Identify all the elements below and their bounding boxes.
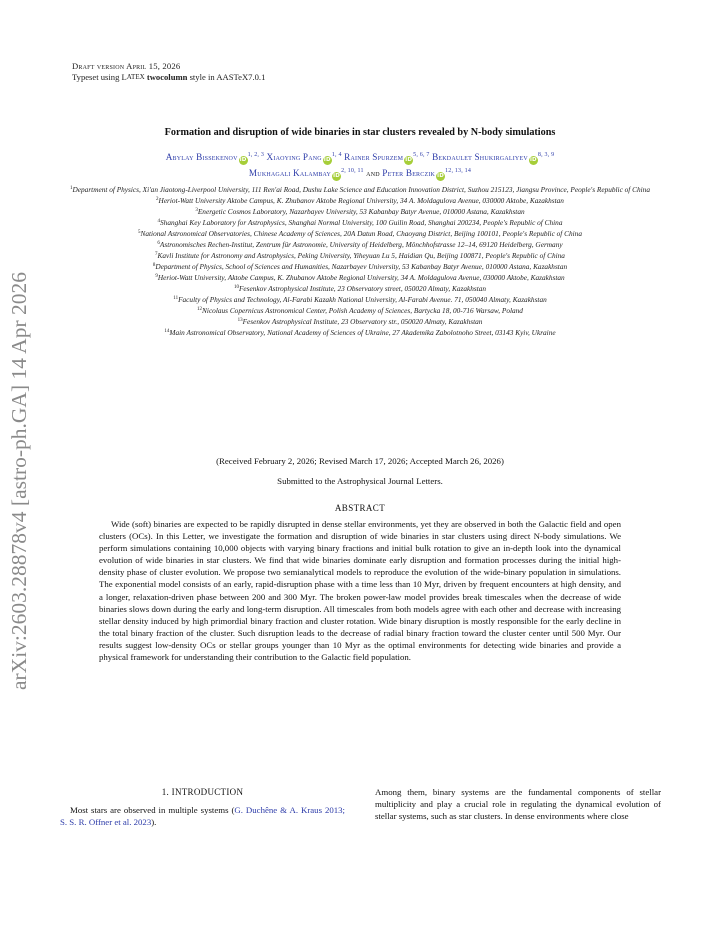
author-line-1 [60, 149, 660, 165]
affiliation-item [56, 272, 664, 283]
affiliation-item [56, 327, 664, 338]
intro-paragraph-continued: Among them, binary systems are the fundamental components of stellar multiplicity and play a crucial role in regulating the dynamical evolution of stellar systems, such as star clusters. In dense environments where close [375, 787, 661, 822]
paper-title: Formation and disruption of wide binaries in star clusters revealed by N-body simulations [164, 127, 556, 138]
affiliation-item [56, 316, 664, 327]
abstract-text: Wide (soft) binaries are expected to be rapidly disrupted in dense stellar environments, yet they are observed in both the Galactic field and open clusters (OCs). In this Letter, we investigate the formation and disruption of wide binaries in star clusters using direct N-body simulations. We perform simulations containing 10,000 objects with varying binary fractions and initial bulk rotation to give an in-depth look into the dynamical evolution of wide binaries in star clusters. We find that wide binaries dominate early disruption and formation processes during the initial high-density phase of cluster evolution. We propose two semianalytical models to reproduce the evolution of the wide-binary population in simulations. The exponential model consists of an early, rapid-disruption phase with a time less than 10 Myr, driven by frequent encounters at high density, and a longer, relaxation-driven phase between 200 and 300 Myr. The broken power-law model provides break timescales when the decrease of wide binaries slows down during the early and long-term disruption. All timescales from both models agree with each other and decrease with increasing stellar density induced by high primordial binary fraction and cluster rotation. Wide binary disruption is mostly responsible for the early decline in the total binary fraction of the cluster. Such disruption leads to the decrease of radial binary fraction toward the cluster center until 500 Myr. Our results suggest low-density OCs or stellar groups younger than 10 Myr as the optimal environments for detecting wide binaries and provide a physical framework for understanding their contribution to the Galactic field population. [99, 519, 621, 663]
left-column [60, 786, 345, 828]
orcid-icon[interactable]: iD [405, 157, 413, 163]
arxiv-stamp: arXiv:2603.28878v4 [astro-ph.GA] 14 Apr 2026 [7, 272, 31, 691]
affiliation-number: 1 [70, 186, 73, 191]
affiliation-item [56, 305, 664, 316]
author-name[interactable]: Abylay Bissekenov [165, 152, 238, 162]
authors-and: and [366, 168, 380, 178]
author-affil-sup: 1, 4 [331, 152, 342, 158]
affiliation-item [56, 294, 664, 305]
author-name[interactable]: Peter Berczik [382, 168, 436, 178]
affiliation-number: 11 [173, 296, 179, 301]
orcid-icon[interactable]: iD [239, 157, 247, 163]
affiliation-number: 13 [237, 318, 243, 323]
typeset-prefix: Typeset using L [72, 72, 127, 82]
affiliation-text: Fesenkov Astrophysical Institute, 23 Observatory str., 050020 Almaty, Kazakhstan [242, 317, 483, 326]
affiliation-item [56, 184, 664, 195]
author-affil-sup: 8, 3, 9 [537, 152, 555, 158]
abstract-heading: ABSTRACT [334, 503, 386, 513]
affiliation-text: National Astronomical Observatories, Chinese Academy of Sciences, 20A Datun Road, Chaoyang District, Beijing 100101, People's Republic of China [140, 229, 582, 238]
orcid-icon[interactable]: iD [333, 173, 340, 179]
typeset-suffix: style in AASTeX7.0.1 [189, 72, 266, 82]
affiliation-text: Kavli Institute for Astronomy and Astrophysics, Peking University, Yiheyuan Lu 5, Haidian Qu, Beijing 100871, People's Republic of China [157, 251, 565, 260]
author-name[interactable]: Bekdaulet Shukirgaliyev [432, 152, 528, 162]
author-affil-sup: 5, 6, 7 [413, 152, 430, 158]
affiliation-item [56, 261, 664, 272]
affiliation-number: 6 [157, 241, 160, 246]
affiliation-item [56, 217, 664, 228]
affiliation-text: Shanghai Key Laboratory for Astrophysics, Shanghai Normal University, 100 Guilin Road, Shanghai 200234, People's Republic of China [160, 218, 563, 227]
author-name[interactable]: Mukhagali Kalambay [248, 168, 332, 178]
affiliation-item [56, 250, 664, 261]
affiliation-number: 7 [155, 252, 158, 257]
right-column [375, 786, 661, 822]
typeset-line [72, 72, 265, 83]
section-heading: 1. INTRODUCTION [161, 787, 244, 797]
affiliation-text: Nicolaus Copernicus Astronomical Center, Polish Academy of Sciences, Bartycka 18, 00-716 Warsaw, Poland [202, 306, 523, 315]
affiliation-number: 4 [157, 219, 161, 224]
affiliation-list [56, 184, 664, 338]
typeset-bold: twocolumn [146, 72, 188, 82]
author-name[interactable]: Xiaoying Pang [266, 152, 322, 162]
affiliation-text: Main Astronomical Observatory, National Academy of Sciences of Ukraine, 27 Akademika Zabolotnoho Street, 03143 Kyiv, Ukraine [169, 328, 556, 337]
submitted-note: Submitted to the Astrophysical Journal Letters. [277, 476, 443, 486]
intro-text: Most stars are observed in multiple systems ( [70, 805, 235, 815]
author-affil-sup: 12, 13, 14 [445, 168, 472, 174]
author-line-2 [60, 165, 660, 181]
affiliation-text: Heriot-Watt University, Aktobe Campus, K. Zhubanov Aktobe Regional University, 34 A. Moldagulova Avenue, 030000 Aktobe, Kazakhstan [157, 273, 565, 282]
draft-version: Draft version April 15, 2026 [72, 61, 181, 71]
orcid-icon[interactable]: iD [323, 157, 331, 163]
affiliation-text: Department of Physics, Xi'an Jiaotong-Liverpool University, 111 Ren'ai Road, Dushu Lake Science and Education Innovation District, Suzhou 215123, Jiangsu Province, People's Republic of China [72, 185, 650, 194]
author-list [60, 149, 660, 181]
author-affil-sup: 1, 2, 3 [247, 152, 265, 158]
received-dates: (Received February 2, 2026; Revised March 17, 2026; Accepted March 26, 2026) [216, 456, 504, 466]
affiliation-text: Department of Physics, School of Sciences and Humanities, Nazarbayev University, 53 Kabanbay Batyr Avenue, 010000 Astana, Kazakhstan [155, 262, 568, 271]
affiliation-number: 5 [138, 230, 141, 235]
affiliation-number: 9 [155, 274, 158, 279]
intro-paragraph [60, 804, 345, 828]
affiliation-number: 12 [197, 307, 203, 312]
affiliation-text: Energetic Cosmos Laboratory, Nazarbayev University, 53 Kabanbay Batyr Avenue, 010000 Astana, Kazakhstan [197, 207, 525, 216]
citation-link[interactable]: G. Duchêne & A. Kraus 2013; S. S. R. Offner et al. 2023 [60, 805, 345, 828]
affiliation-number: 2 [156, 197, 159, 202]
affiliation-number: 10 [233, 285, 239, 290]
draft-header [72, 61, 265, 83]
intro-text-end: ). [151, 817, 157, 828]
affiliation-number: 14 [164, 329, 170, 334]
orcid-icon[interactable]: iD [529, 157, 537, 163]
affiliation-number: 8 [152, 263, 156, 268]
author-name[interactable]: Rainer Spurzem [344, 152, 404, 162]
affiliation-item [56, 283, 664, 294]
affiliation-text: Astronomisches Rechen-Institut, Zentrum für Astronomie, University of Heidelberg, Mönchhofstrasse 12–14, 69120 Heidelberg, Germany [159, 240, 563, 249]
affiliation-item [56, 206, 664, 217]
author-affil-sup: 2, 10, 11 [341, 168, 364, 174]
affiliation-text: Heriot-Watt University Aktobe Campus, K. Zhubanov Aktobe Regional University, 34 A. Moldagulova Avenue, 030000 Aktobe, Kazakhstan [158, 196, 564, 205]
affiliation-text: Faculty of Physics and Technology, Al-Farabi Kazakh National University, Al-Farabi Avenue. 71, 050040 Almaty, Kazakhstan [178, 295, 547, 304]
affiliation-item [56, 228, 664, 239]
typeset-latex: ATEX [126, 73, 145, 81]
affiliation-text: Fesenkov Astrophysical Institute, 23 Observatory street, 050020 Almaty, Kazakhstan [238, 284, 487, 293]
affiliation-item [56, 195, 664, 206]
affiliation-number: 3 [195, 208, 198, 213]
orcid-icon[interactable]: iD [437, 173, 444, 179]
affiliation-item [56, 239, 664, 250]
